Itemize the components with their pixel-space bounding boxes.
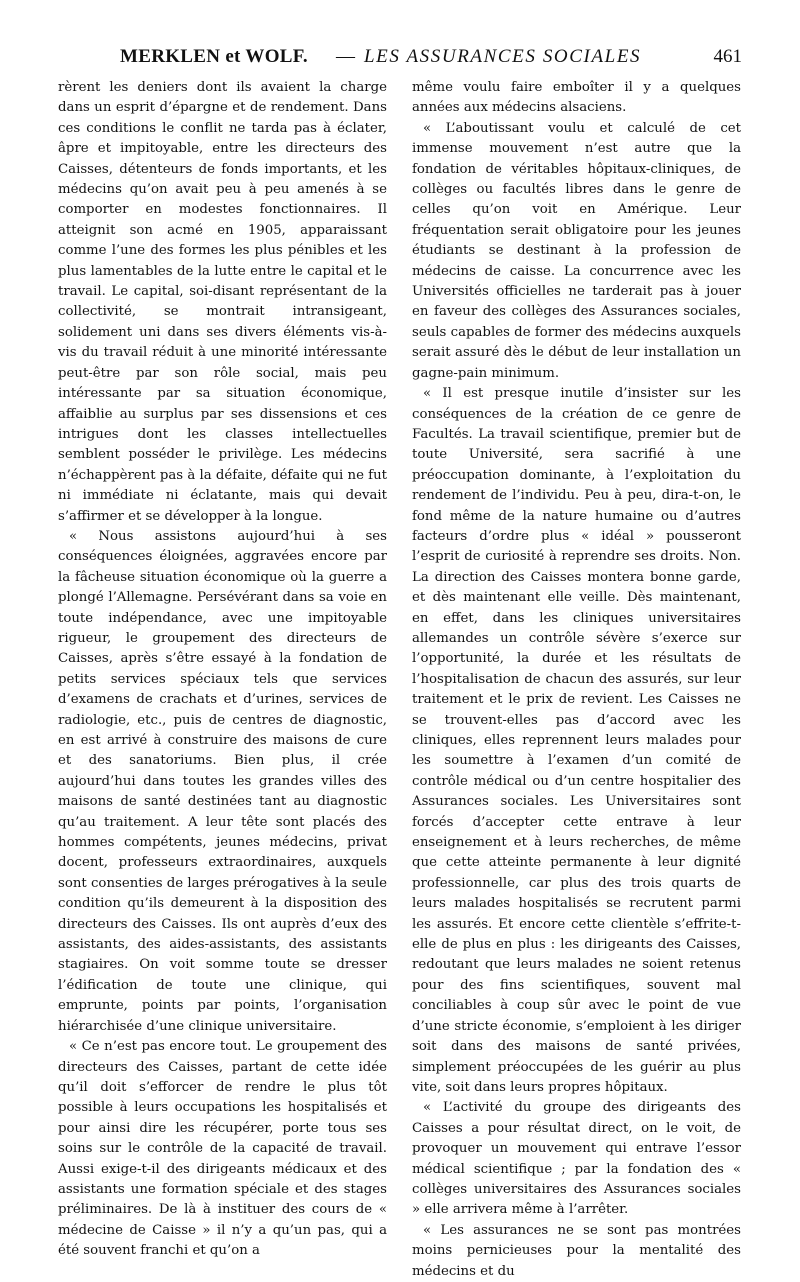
right-column <box>412 78 741 1282</box>
header-authors: MERKLEN et WOLF. <box>120 46 308 67</box>
paragraph: rèrent les deniers dont ils avaient la charge dans un esprit d’épargne et de rendement. Dans ces conditions le conflit ne tarda pas à éclater, âpre et impitoyable, entre les directeurs des Caisses, détenteurs de fonds importants, et les médecins qu’on avait peu à peu amenés à se comporter en modestes fonctionnaires. Il atteignit son acmé en 1905, apparaissant comme l’une des formes les plus pénibles et les plus lamentables de la lutte entre le capital et le travail. Le capital, soi-disant représentant de la collectivité, se montrait intransigeant, solidement uni dans ses divers éléments vis-à-vis du travail réduit à une minorité intéressante peut-être par son rôle social, mais peu intéressante par sa situation économique, affaiblie au surplus par ses dissensions et ces intrigues dont les classes intellectuelles semblent posséder le privilège. Les médecins n’échappèrent pas à la défaite, défaite qui ne fut ni immédiate ni éclatante, mais qui devait s’affirmer et se développer à la longue. <box>58 80 388 524</box>
header-title: LES ASSURANCES SOCIALES <box>364 46 642 67</box>
paragraph: même voulu faire emboîter il y a quelques années aux médecins alsaciens. <box>412 80 741 116</box>
paragraph: « Nous assistons aujourd’hui à ses conséquences éloignées, aggravées encore par la fâcheuse situation économique où la guerre a plongé l’Allemagne. Persévérant dans sa voie en toute indépendance, avec une impitoyable rigueur, le groupement des directeurs de Caisses, après s’être essayé à la fondation de petits services spéciaux tels que services d’examens de crachats et d’urines, services de radiologie, etc., puis de centres de diagnostic, en est arrivé à construire des maisons de cure et des sanatoriums. Bien plus, il crée aujourd’hui dans toutes les grandes villes des maisons de santé destinées tant au diagnostic qu’au traitement. A leur tête sont placés des hommes compétents, jeunes médecins, privat docent, professeurs extraordinaires, auxquels sont consenties de larges prérogatives à la seule condition qu’ils demeurent à la disposition des directeurs des Caisses. Ils ont auprès d’eux des assistants, des aides-assistants, des assistants stagiaires. On voit somme toute se dresser l’édification de toute une clinique, qui emprunte, points par points, l’organisation hiérarchisée d’une clinique universitaire. <box>58 528 387 1034</box>
left-column <box>58 78 387 1262</box>
paragraph: « Ce n’est pas encore tout. Le groupement des directeurs des Caisses, partant de cette idée qu’il doit s’efforcer de rendre le plus tôt possible à leurs occupations les hospitalisés et pour ainsi dire les récupérer, porte tous ses soins sur le contrôle de la capacité de travail. Aussi exige-t-il des dirigeants médicaux et des assistants une formation spéciale et des stages préliminaires. De là à instituer des cours de « médecine de Caisse » il n’y a qu’un pas, qui a été souvent franchi et qu’on a <box>58 1039 387 1259</box>
header-dash: — <box>336 46 355 67</box>
running-header <box>58 46 742 72</box>
paragraph: « Il est presque inutile d’insister sur les conséquences de la création de ce genre de Facultés. La travail scientifique, premier but de toute Université, sera sacrifié à une préoccupation dominante, à l’exploitation du rendement de l’individu. Peu à peu, dira-t-on, le fond même de la nature humaine ou d’autres facteurs d’ordre plus « idéal » pousseront l’esprit de curiosité à reprendre ses droits. Non. La direction des Caisses montera bonne garde, et dès maintenant elle veille. Dès maintenant, en effet, dans les cliniques universitaires allemandes un contrôle sévère s’exerce sur l’opportunité, la durée et les résultats de l’hospitalisation de chacun des assurés, sur leur traitement et le prix de revient. Les Caisses ne se trouvent-elles pas d’accord avec les cliniques, elles reprennent leurs malades pour les soumettre à l’examen d’un comité de contrôle médical ou d’un centre hospitalier des Assurances sociales. Les Universitaires sont forcés d’accepter cette entrave à leur enseignement et à leurs recherches, de même que cette atteinte permanente à leur dignité professionnelle, car plus des trois quarts de leurs malades hospitalisés se recrutent parmi les assurés. Et encore cette clientèle s’effrite-t-elle de plus en plus : les dirigeants des Caisses, redoutant que leurs malades ne soient retenus pour des fins scientifiques, souvent mal conciliables à coup sûr avec le point de vue d’une stricte économie, s’emploient à les diriger soit dans des maisons de santé privées, simplement préoccupées de les guérir au plus vite, soit dans leurs propres hôpitaux. <box>412 386 741 1095</box>
paragraph: « L’aboutissant voulu et calculé de cet immense mouvement n’est autre que la fondation de véritables hôpitaux-cliniques, de collèges ou facultés libres dans le genre de celles qu’on voit en Amérique. Leur fréquentation serait obligatoire pour les jeunes étudiants se destinant à la profession de médecins de caisse. La concurrence avec les Universités officielles ne tarderait pas à jouer en faveur des collèges des Assurances sociales, seuls capables de former des médecins auxquels serait assuré dès le début de leur installation un gagne-pain minimum. <box>412 120 741 381</box>
page-number: 461 <box>713 46 742 67</box>
paragraph: « L’activité du groupe des dirigeants des Caisses a pour résultat direct, on le voit, de provoquer un mouvement qui entrave l’essor médical scientifique ; par la fondation des « collèges universitaires des Assurances sociales » elle arrivera même à l’arrêter. <box>412 1100 741 1218</box>
paragraph: « Les assurances ne se sont pas montrées moins pernicieuses pour la mentalité des médecins et du <box>412 1222 741 1279</box>
